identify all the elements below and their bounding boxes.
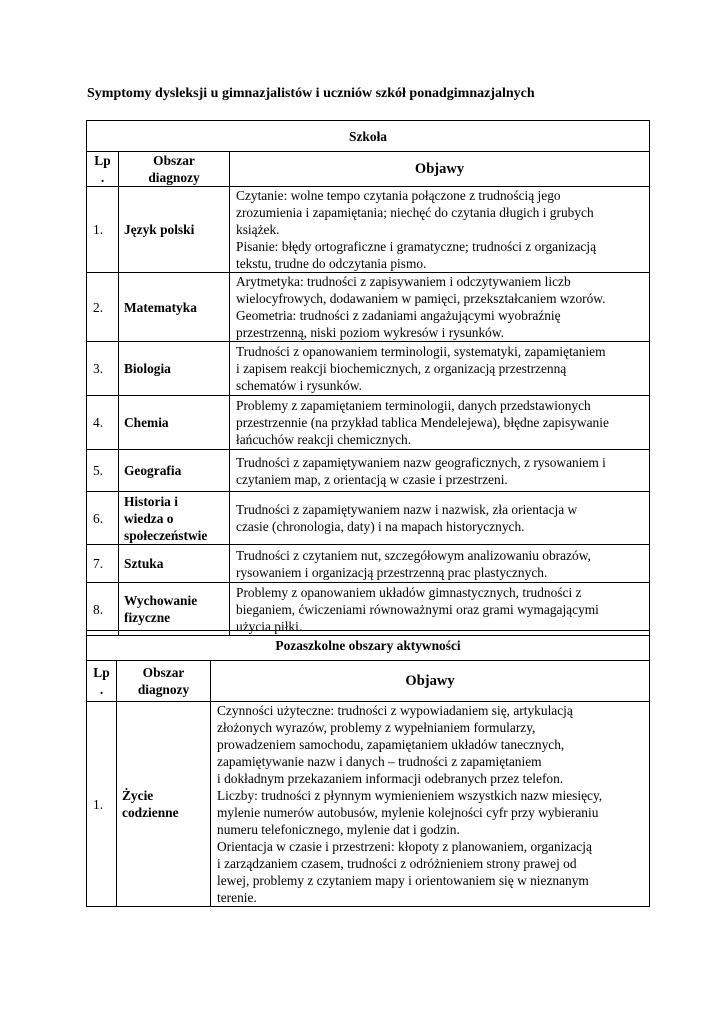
- table-row: [87, 396, 650, 450]
- row-symptoms: Problemy z opanowaniem układów gimnastycznych, trudności z bieganiem, ćwiczeniami równoważnymi oraz grami wymagającymi użycia piłki.: [230, 583, 650, 636]
- row-number: 8.: [87, 583, 119, 636]
- document-title: Symptomy dysleksji u gimnazjalistów i uczniów szkół ponadgimnazjalnych: [87, 86, 535, 101]
- col-lp-header: Lp .: [87, 152, 119, 187]
- row-symptoms: Trudności z zapamiętywaniem nazw geograficznych, z rysowaniem i czytaniem map, z orientacją w czasie i przestrzeni.: [230, 450, 650, 492]
- row-area: Język polski: [119, 187, 230, 273]
- row-number: 2.: [87, 273, 119, 342]
- row-area: Wychowanie fizyczne: [119, 583, 230, 636]
- row-symptoms: Trudności z czytaniem nut, szczegółowym analizowaniu obrazów, rysowaniem i organizacją przestrzenną prac plastycznych.: [230, 545, 650, 583]
- table-row: [87, 492, 650, 545]
- col-lp-header: Lp .: [87, 661, 117, 702]
- row-area: Geografia: [119, 450, 230, 492]
- col-symptoms-header: Objawy: [211, 661, 650, 702]
- table-row: [87, 342, 650, 396]
- row-area: Historia i wiedza o społeczeństwie: [119, 492, 230, 545]
- row-number: 6.: [87, 492, 119, 545]
- row-area: Biologia: [119, 342, 230, 396]
- row-symptoms: Trudności z zapamiętywaniem nazw i nazwisk, zła orientacja w czasie (chronologia, daty) i na mapach historycznych.: [230, 492, 650, 545]
- row-area: Chemia: [119, 396, 230, 450]
- row-symptoms: Czytanie: wolne tempo czytania połączone z trudnością jego zrozumienia i zapamiętania; niechęć do czytania długich i grubych książek. Pisanie: błędy ortograficzne i gramatyczne; trudności z organizacją tekstu, trudne do odczytania pismo.: [230, 187, 650, 273]
- row-number: 5.: [87, 450, 119, 492]
- row-area: Matematyka: [119, 273, 230, 342]
- row-number: 3.: [87, 342, 119, 396]
- table-row: [87, 450, 650, 492]
- row-symptoms: Trudności z opanowaniem terminologii, systematyki, zapamiętaniem i zapisem reakcji biochemicznych, z organizacją przestrzenną schematów i rysunków.: [230, 342, 650, 396]
- col-area-header: Obszar diagnozy: [117, 661, 211, 702]
- row-number: 4.: [87, 396, 119, 450]
- row-area: Życie codzienne: [117, 702, 211, 907]
- col-symptoms-header: Objawy: [230, 152, 650, 187]
- row-number: 1.: [87, 702, 117, 907]
- table-row: [87, 273, 650, 342]
- col-area-header: Obszar diagnozy: [119, 152, 230, 187]
- row-symptoms: Problemy z zapamiętaniem terminologii, danych przedstawionych przestrzennie (na przykład tablica Mendelejewa), błędne zapisywanie łańcuchów reakcji chemicznych.: [230, 396, 650, 450]
- row-area: Sztuka: [119, 545, 230, 583]
- school-table: [86, 120, 650, 636]
- school-section-heading: Szkoła: [87, 121, 650, 152]
- row-symptoms: Arytmetyka: trudności z zapisywaniem i odczytywaniem liczb wielocyfrowych, dodawaniem w pamięci, przekształcaniem wzorów. Geometria: trudności z zadaniami angażującymi wyobraźnię przestrzenną, niski poziom wykresów i rysunków.: [230, 273, 650, 342]
- row-number: 7.: [87, 545, 119, 583]
- table-row: [87, 545, 650, 583]
- row-symptoms: Czynności użyteczne: trudności z wypowiadaniem się, artykulacją złożonych wyrazów, problemy z wypełnianiem formularzy, prowadzeniem samochodu, zapamiętaniem układów tanecznych, zapamiętywanie nazw i danych – trudności z zapamiętaniem i dokładnym przekazaniem informacji odebranych przez telefon. Liczby: trudności z płynnym wymienieniem wszystkich nazw miesięcy, mylenie numerów autobusów, mylenie kolejności cyfr przy wybieraniu numeru telefonicznego, mylenie dat i godzin. Orientacja w czasie i przestrzeni: kłopoty z planowaniem, organizacją i zarządzaniem czasem, trudności z odróżnieniem strony prawej od lewej, problemy z czytaniem mapy i orientowaniem się w nieznanym terenie.: [211, 702, 650, 907]
- outside-section-heading: Pozaszkolne obszary aktywności: [87, 631, 650, 661]
- table-row: [87, 583, 650, 636]
- outside-activities-table: [86, 630, 650, 907]
- table-row: [87, 702, 650, 907]
- table-row: [87, 187, 650, 273]
- row-number: 1.: [87, 187, 119, 273]
